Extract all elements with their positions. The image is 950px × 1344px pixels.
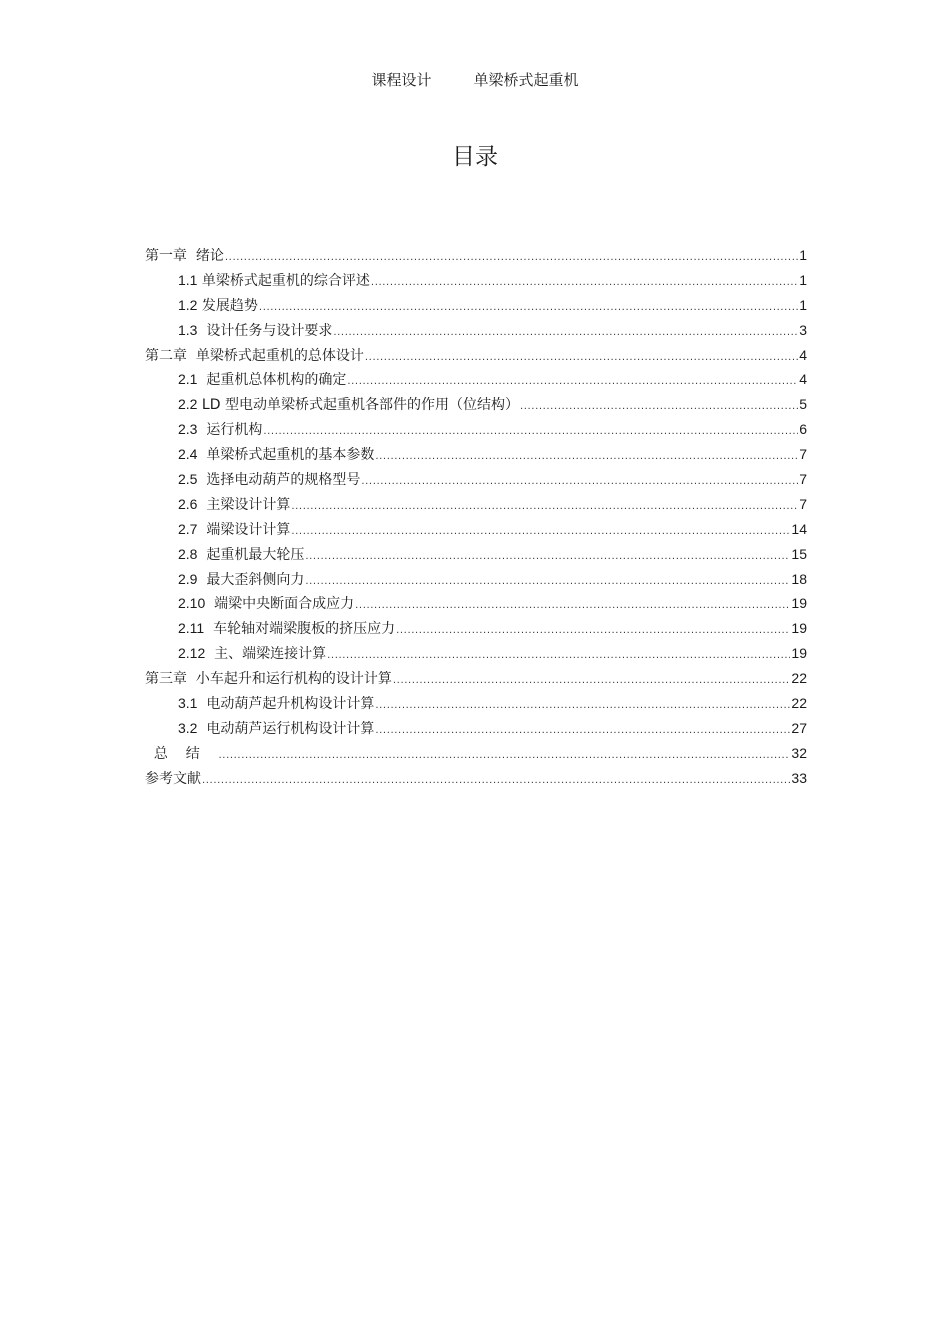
toc-entry-page: 33 bbox=[791, 769, 807, 786]
toc-entry-page: 15 bbox=[791, 545, 807, 562]
toc-entry-page: 14 bbox=[791, 520, 807, 537]
toc-entry[interactable] bbox=[145, 643, 807, 668]
toc-entry[interactable] bbox=[145, 469, 807, 494]
toc-entry[interactable] bbox=[145, 320, 807, 345]
toc-entry-title: 选择电动葫芦的规格型号 bbox=[197, 472, 361, 489]
toc-leader-dots bbox=[291, 497, 798, 517]
toc-entry[interactable] bbox=[145, 295, 807, 320]
toc-leader-dots bbox=[327, 646, 790, 666]
table-of-contents bbox=[145, 245, 807, 793]
toc-leader-dots bbox=[259, 298, 798, 318]
toc-entry-title: 端梁设计计算 bbox=[197, 521, 291, 538]
toc-entry-title: 电动葫芦运行机构设计计算 bbox=[197, 720, 375, 737]
toc-entry-title: LD 型电动单梁桥式起重机各部件的作用（位结构） bbox=[197, 397, 519, 414]
toc-leader-dots bbox=[371, 273, 798, 293]
toc-entry[interactable] bbox=[145, 394, 807, 419]
toc-entry[interactable] bbox=[145, 519, 807, 544]
toc-entry-title: 运行机构 bbox=[197, 422, 263, 439]
toc-leader-dots bbox=[375, 696, 790, 716]
toc-entry-page: 1 bbox=[799, 296, 807, 313]
toc-entry-page: 7 bbox=[799, 446, 807, 463]
toc-entry-number: 2.12 bbox=[178, 645, 206, 662]
toc-leader-dots bbox=[365, 348, 798, 368]
toc-entry[interactable] bbox=[145, 369, 807, 394]
toc-entry[interactable] bbox=[145, 569, 807, 594]
toc-entry[interactable] bbox=[145, 768, 807, 793]
toc-entry-title: 参考文献 bbox=[145, 770, 201, 787]
toc-leader-dots bbox=[375, 721, 790, 741]
toc-entry-title: 第三章 小车起升和运行机构的设计计算 bbox=[145, 671, 392, 688]
toc-entry-number: 3.1 bbox=[178, 695, 198, 712]
toc-entry-page: 7 bbox=[799, 495, 807, 512]
toc-entry-number: 2.4 bbox=[178, 446, 198, 463]
toc-entry-title: 端梁中央断面合成应力 bbox=[205, 596, 355, 613]
toc-leader-dots bbox=[396, 621, 790, 641]
toc-entry-page: 1 bbox=[799, 271, 807, 288]
toc-leader-dots bbox=[347, 372, 798, 392]
toc-entry-number: 3.2 bbox=[178, 719, 198, 736]
toc-leader-dots bbox=[355, 596, 790, 616]
toc-entry-page: 18 bbox=[791, 570, 807, 587]
toc-entry-page: 32 bbox=[791, 744, 807, 761]
toc-entry-page: 6 bbox=[799, 421, 807, 438]
toc-entry-number: 2.2 bbox=[178, 396, 198, 413]
toc-entry-number: 2.8 bbox=[178, 545, 198, 562]
toc-entry[interactable] bbox=[145, 693, 807, 718]
toc-entry-title: 主、端梁连接计算 bbox=[205, 646, 327, 663]
toc-entry-number: 2.7 bbox=[178, 520, 198, 537]
toc-entry-number: 2.3 bbox=[178, 421, 198, 438]
toc-entry-page: 27 bbox=[791, 719, 807, 736]
toc-leader-dots bbox=[291, 522, 790, 542]
toc-entry-page: 3 bbox=[799, 321, 807, 338]
toc-entry-number: 2.5 bbox=[178, 471, 198, 488]
toc-entry-number: 1.2 bbox=[178, 296, 198, 313]
toc-entry-title: 单梁桥式起重机的综合评述 bbox=[197, 272, 370, 289]
toc-entry-page: 22 bbox=[791, 670, 807, 687]
toc-entry-number: 2.9 bbox=[178, 570, 198, 587]
page-title: 目录 bbox=[452, 144, 498, 170]
toc-entry-title: 设计任务与设计要求 bbox=[197, 322, 333, 339]
toc-leader-dots bbox=[219, 746, 791, 766]
toc-entry[interactable] bbox=[145, 618, 807, 643]
toc-entry-page: 4 bbox=[799, 346, 807, 363]
toc-entry[interactable] bbox=[145, 668, 807, 693]
toc-entry[interactable] bbox=[145, 718, 807, 743]
toc-entry[interactable] bbox=[145, 270, 807, 295]
toc-leader-dots bbox=[520, 397, 798, 417]
toc-leader-dots bbox=[263, 422, 798, 442]
header-course: 课程设计 bbox=[371, 71, 432, 89]
toc-entry-page: 5 bbox=[799, 396, 807, 413]
toc-entry-title: 起重机总体机构的确定 bbox=[197, 372, 347, 389]
toc-entry-page: 19 bbox=[791, 595, 807, 612]
toc-leader-dots bbox=[333, 323, 798, 343]
page-header bbox=[0, 70, 950, 90]
toc-leader-dots bbox=[305, 572, 790, 592]
toc-entry-page: 4 bbox=[799, 371, 807, 388]
toc-entry[interactable] bbox=[145, 444, 807, 469]
toc-entry-number: 1.1 bbox=[178, 271, 198, 288]
toc-entry-title: 第二章 单梁桥式起重机的总体设计 bbox=[145, 347, 364, 364]
toc-entry-page: 22 bbox=[791, 695, 807, 712]
toc-entry-number: 2.1 bbox=[178, 371, 198, 388]
toc-entry-number: 2.11 bbox=[178, 620, 205, 637]
toc-entry-number: 2.6 bbox=[178, 495, 198, 512]
toc-entry[interactable] bbox=[145, 494, 807, 519]
toc-entry-title: 车轮轴对端梁腹板的挤压应力 bbox=[204, 621, 396, 638]
toc-entry-title: 发展趋势 bbox=[197, 297, 258, 314]
header-subject: 单梁桥式起重机 bbox=[473, 71, 579, 89]
toc-entry-title: 电动葫芦起升机构设计计算 bbox=[197, 696, 375, 713]
toc-entry-title: 最大歪斜侧向力 bbox=[197, 571, 305, 588]
toc-leader-dots bbox=[305, 547, 790, 567]
toc-entry[interactable] bbox=[145, 345, 807, 370]
toc-leader-dots bbox=[375, 447, 798, 467]
toc-entry-page: 1 bbox=[799, 247, 807, 263]
toc-entry-page: 7 bbox=[799, 471, 807, 488]
toc-leader-dots bbox=[225, 248, 798, 268]
toc-entry[interactable] bbox=[145, 245, 807, 270]
toc-entry-title: 主梁设计计算 bbox=[197, 496, 291, 513]
toc-entry-number: 2.10 bbox=[178, 595, 206, 612]
toc-entry-title: 起重机最大轮压 bbox=[197, 546, 305, 563]
toc-leader-dots bbox=[393, 671, 791, 691]
toc-entry[interactable] bbox=[145, 593, 807, 618]
toc-entry-title: 总 结 bbox=[145, 745, 218, 762]
toc-entry-title: 单梁桥式起重机的基本参数 bbox=[197, 447, 375, 464]
toc-leader-dots bbox=[361, 472, 798, 492]
toc-entry[interactable] bbox=[145, 419, 807, 444]
toc-entry-page: 19 bbox=[791, 620, 807, 637]
toc-entry-number: 1.3 bbox=[178, 321, 198, 338]
toc-leader-dots bbox=[202, 771, 790, 791]
toc-entry-page: 19 bbox=[791, 645, 807, 662]
toc-entry-title: 第一章 绪论 bbox=[145, 248, 224, 264]
toc-entry[interactable] bbox=[145, 544, 807, 569]
toc-entry[interactable] bbox=[145, 743, 807, 768]
